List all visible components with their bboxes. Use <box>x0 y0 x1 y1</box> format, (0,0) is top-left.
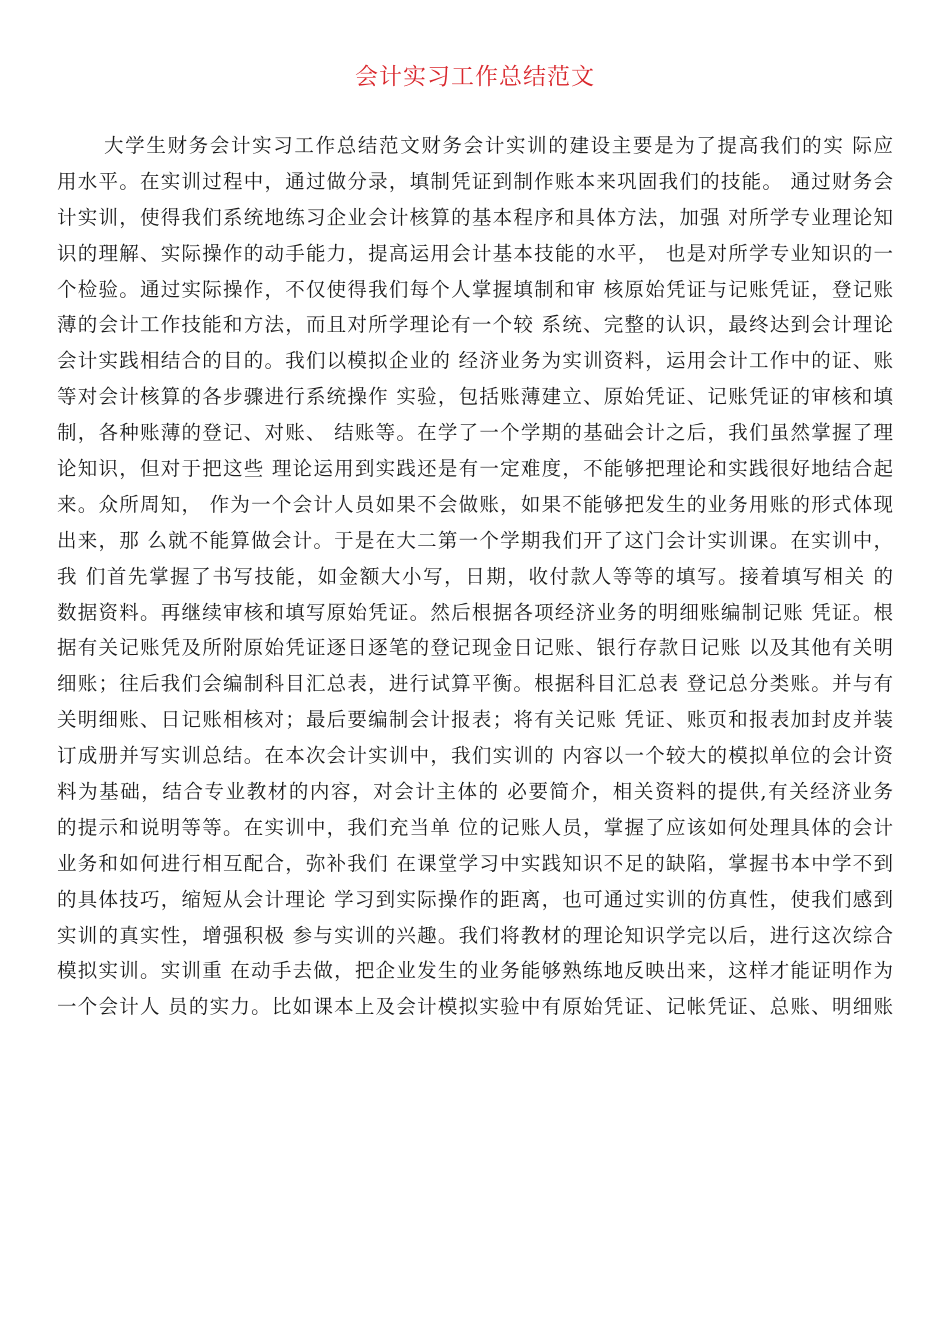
body-line: 计实训，使得我们系统地练习企业会计核算的基本程序和具体方法，加强 对所学专业理论知 <box>57 205 893 229</box>
body-line: 实训的真实性，增强积极 参与实训的兴趣。我们将教材的理论知识学完以后，进行这次综合 <box>57 923 893 947</box>
body-line: 等对会计核算的各步骤进行系统操作 实验，包括账薄建立、原始凭证、记账凭证的审核和填 <box>57 385 893 409</box>
body-line: 数据资料。再继续审核和填写原始凭证。然后根据各项经济业务的明细账编制记账 凭证。根 <box>57 600 893 624</box>
body-line: 会计实践相结合的目的。我们以模拟企业的 经济业务为实训资料，运用会计工作中的证、账 <box>57 349 893 373</box>
body-line: 一个会计人 员的实力。比如课本上及会计模拟实验中有原始凭证、记帐凭证、总账、明细账 <box>57 995 893 1019</box>
body-line: 识的理解、实际操作的动手能力，提高运用会计基本技能的水平， 也是对所学专业知识的一 <box>57 241 893 265</box>
body-line: 论知识，但对于把这些 理论运用到实践还是有一定难度，不能够把理论和实践很好地结合起 <box>57 457 893 481</box>
body-line: 我 们首先掌握了书写技能，如金额大小写，日期，收付款人等等的填写。接着填写相关 的 <box>57 564 893 588</box>
body-line: 细账；往后我们会编制科目汇总表，进行试算平衡。根据科目汇总表 登记总分类账。并与有 <box>57 672 893 696</box>
body-line: 来。众所周知， 作为一个会计人员如果不会做账，如果不能够把发生的业务用账的形式体现 <box>57 492 893 516</box>
body-line: 订成册并写实训总结。在本次会计实训中，我们实训的 内容以一个较大的模拟单位的会计资 <box>57 744 893 768</box>
body-line: 模拟实训。实训重 在动手去做，把企业发生的业务能够熟练地反映出来，这样才能证明作为 <box>57 959 893 983</box>
body-line: 薄的会计工作技能和方法，而且对所学理论有一个较 系统、完整的认识，最终达到会计理论 <box>57 313 893 337</box>
body-line: 大学生财务会计实习工作总结范文财务会计实训的建设主要是为了提高我们的实 际应 <box>104 134 893 157</box>
body-line: 出来，那 么就不能算做会计。于是在大二第一个学期我们开了这门会计实训课。在实训中， <box>57 528 893 552</box>
body-line: 业务和如何进行相互配合，弥补我们 在课堂学习中实践知识不足的缺陷，掌握书本中学不到 <box>57 851 893 875</box>
body-line: 的具体技巧，缩短从会计理论 学习到实际操作的距离，也可通过实训的仿真性，使我们感到 <box>57 887 893 911</box>
document-title: 会计实习工作总结范文 <box>355 64 595 91</box>
body-line: 据有关记账凭及所附原始凭证逐日逐笔的登记现金日记账、银行存款日记账 以及其他有关明 <box>57 636 893 660</box>
body-line: 制，各种账薄的登记、对账、 结账等。在学了一个学期的基础会计之后，我们虽然掌握了理 <box>57 421 893 445</box>
body-line: 料为基础，结合专业教材的内容，对会计主体的 必要简介，相关资料的提供,有关经济业务 <box>57 780 893 804</box>
body-line: 个检验。通过实际操作，不仅使得我们每个人掌握填制和审 核原始凭证与记账凭证，登记账 <box>57 277 893 301</box>
document-body <box>57 128 893 1025</box>
body-line: 关明细账、日记账相核对；最后要编制会计报表；将有关记账 凭证、账页和报表加封皮并装 <box>57 708 893 732</box>
body-line: 用水平。在实训过程中，通过做分录，填制凭证到制作账本来巩固我们的技能。 通过财务会 <box>57 169 893 193</box>
body-line: 的提示和说明等等。在实训中，我们充当单 位的记账人员，掌握了应该如何处理具体的会计 <box>57 815 893 839</box>
